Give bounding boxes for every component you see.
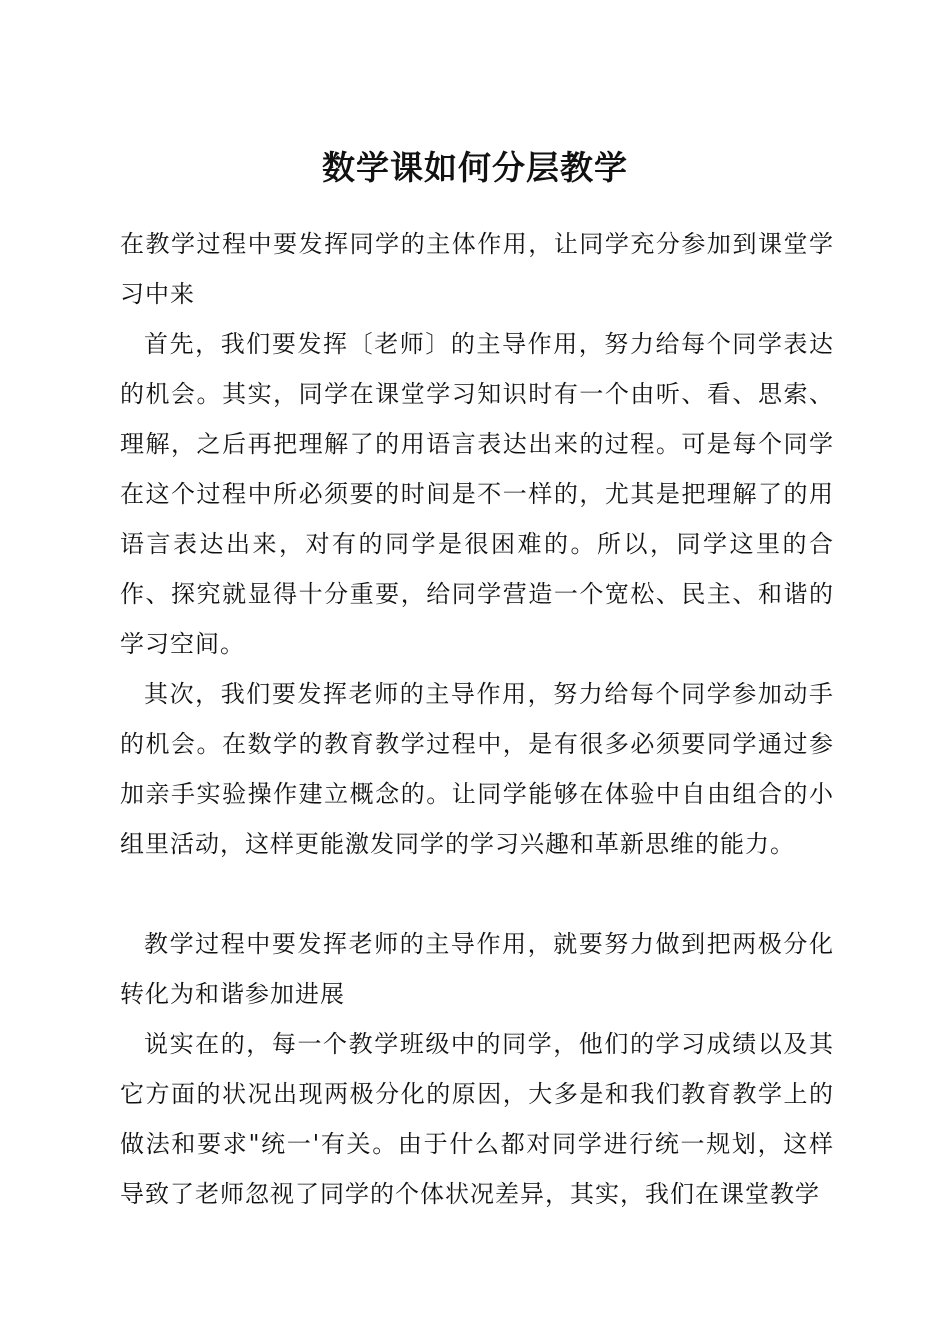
section-heading-1: 在教学过程中要发挥同学的主体作用，让同学充分参加到课堂学习中来 — [120, 230, 834, 308]
paragraph-2: 其次，我们要发挥老师的主导作用，努力给每个同学参加动手的机会。在数学的教育教学过程中，是有很多必须要同学通过参加亲手实验操作建立概念的。让同学能够在体验中自由组合的小组里活动，这样更能激发同学的学习兴趣和革新思维的能力。 — [120, 680, 834, 858]
paragraph-1: 首先，我们要发挥〔老师〕的主导作用，努力给每个同学表达的机会。其实，同学在课堂学习知识时有一个由听、看、思索、理解，之后再把理解了的用语言表达出来的过程。可是每个同学在这个过程中所必须要的时间是不一样的，尤其是把理解了的用语言表达出来，对有的同学是很困难的。所以，同学这里的合作、探究就显得十分重要，给同学营造一个宽松、民主、和谐的学习空间。 — [120, 330, 834, 658]
paragraph-3: 说实在的，每一个教学班级中的同学，他们的学习成绩以及其它方面的状况出现两极分化的原因，大多是和我们教育教学上的做法和要求"统一'有关。由于什么都对同学进行统一规划，这样导致了老师忽视了同学的个体状况差异，其实，我们在课堂教学 — [120, 1030, 834, 1208]
document-body — [120, 219, 834, 1219]
section-heading-2: 教学过程中要发挥老师的主导作用，就要努力做到把两极分化转化为和谐参加进展 — [120, 930, 834, 1008]
document-title: 数学课如何分层教学 — [322, 148, 628, 187]
blank-line — [120, 869, 834, 919]
